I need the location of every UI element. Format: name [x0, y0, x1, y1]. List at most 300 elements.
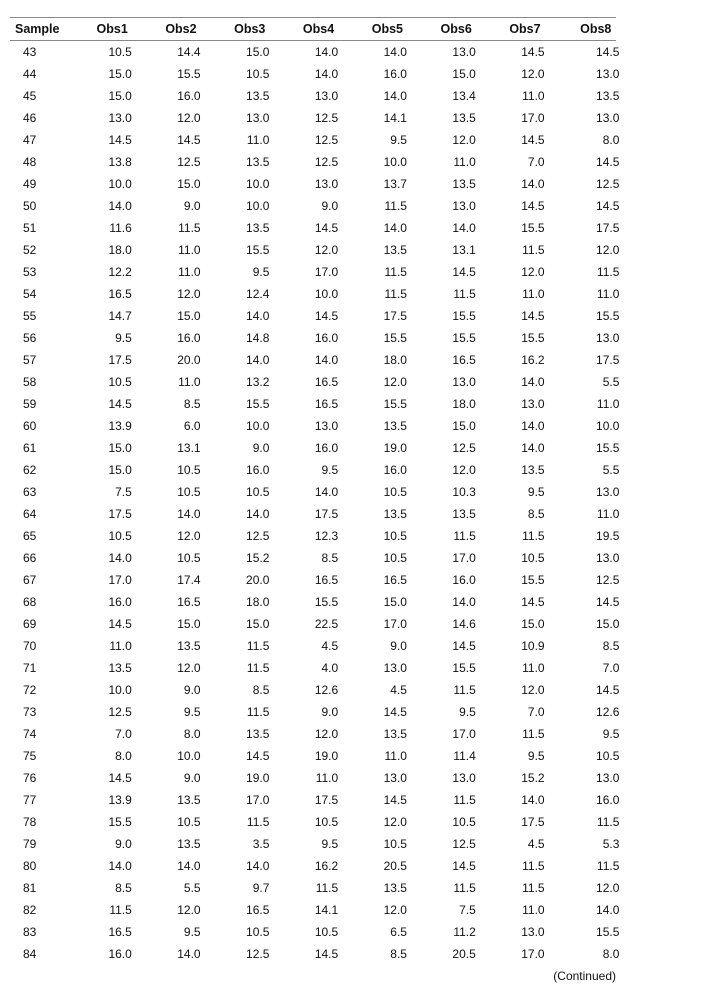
obs-cell: 12.0 [596, 243, 620, 257]
obs-cell: 14.6 [452, 617, 476, 631]
obs-cell: 12.5 [108, 705, 132, 719]
obs-cell: 14.5 [108, 133, 132, 147]
obs-cell: 15.2 [246, 551, 270, 565]
obs-cell: 16.0 [108, 947, 132, 961]
obs-cell: 13.0 [452, 199, 476, 213]
obs-cell: 8.5 [527, 507, 545, 521]
obs-cell: 12.0 [177, 661, 201, 675]
obs-cell: 17.0 [452, 727, 476, 741]
obs-cell: 11.0 [109, 639, 132, 653]
table-row [10, 349, 620, 371]
obs-cell: 11.5 [453, 793, 476, 807]
obs-cell: 11.5 [453, 683, 476, 697]
table-row [10, 811, 620, 833]
obs-cell: 12.0 [383, 903, 407, 917]
obs-cell: 12.5 [314, 133, 339, 147]
obs-cell: 8.0 [602, 133, 620, 147]
obs-cell: 10.0 [246, 199, 270, 213]
obs-cell: 9.0 [183, 771, 201, 785]
obs-cell: 13.0 [108, 111, 132, 125]
obs-cell: 11.0 [522, 903, 545, 917]
obs-cell: 11.5 [315, 881, 339, 895]
sample-cell: 66 [23, 551, 37, 565]
obs-cell: 13.8 [108, 155, 132, 169]
obs-cell: 16.5 [177, 595, 201, 609]
table-row [10, 899, 620, 921]
obs-cell: 17.5 [596, 353, 620, 367]
obs-cell: 13.5 [246, 155, 270, 169]
obs-cell: 10.5 [177, 485, 201, 499]
obs-cell: 16.0 [314, 441, 339, 455]
obs-cell: 13.5 [246, 727, 270, 741]
obs-cell: 13.5 [177, 639, 201, 653]
obs-cell: 8.5 [183, 397, 201, 411]
obs-cell: 11.5 [522, 529, 545, 543]
obs-cell: 14.0 [383, 89, 407, 103]
table-row [10, 525, 620, 547]
obs-cell: 15.5 [246, 397, 270, 411]
obs-cell: 12.0 [521, 67, 545, 81]
obs-cell: 5.5 [183, 881, 201, 895]
obs-cell: 10.3 [452, 485, 476, 499]
table-row [10, 261, 620, 283]
obs-cell: 10.0 [596, 419, 620, 433]
obs-cell: 16.5 [314, 375, 339, 389]
obs-cell: 15.5 [452, 661, 476, 675]
obs-cell: 14.8 [246, 331, 270, 345]
obs-cell: 10.5 [177, 463, 201, 477]
obs-cell: 14.5 [108, 397, 132, 411]
table-row [10, 701, 620, 723]
sample-cell: 44 [23, 67, 37, 81]
obs-cell: 14.5 [177, 133, 201, 147]
obs-cell: 8.5 [602, 639, 620, 653]
obs-cell: 13.5 [246, 89, 270, 103]
obs-cell: 13.0 [596, 331, 620, 345]
table-row [10, 569, 620, 591]
obs-cell: 11.0 [246, 133, 270, 147]
obs-cell: 11.0 [596, 397, 620, 411]
obs-cell: 12.2 [108, 265, 132, 279]
obs-cell: 12.0 [452, 133, 476, 147]
obs-cell: 13.0 [596, 551, 620, 565]
sample-cell: 48 [23, 155, 37, 169]
obs-cell: 14.1 [383, 111, 407, 125]
obs-cell: 15.5 [596, 925, 620, 939]
obs-cell: 15.0 [108, 89, 132, 103]
sample-cell: 59 [23, 397, 37, 411]
obs-cell: 11.5 [246, 705, 270, 719]
table-row [10, 767, 620, 789]
obs-cell: 11.0 [178, 265, 201, 279]
sample-cell: 83 [23, 925, 37, 939]
obs-cell: 4.0 [321, 661, 339, 675]
obs-cell: 11.5 [522, 859, 545, 873]
table-row [10, 63, 620, 85]
obs-cell: 13.1 [452, 243, 476, 257]
obs-cell: 15.0 [383, 595, 407, 609]
column-header-obs7: Obs7 [509, 22, 541, 36]
obs-cell: 17.0 [521, 111, 545, 125]
obs-cell: 9.5 [459, 705, 476, 719]
obs-cell: 14.5 [314, 947, 339, 961]
obs-cell: 7.0 [602, 661, 620, 675]
table-row [10, 877, 620, 899]
table-row [10, 371, 620, 393]
obs-cell: 14.0 [108, 859, 132, 873]
obs-cell: 13.5 [383, 727, 407, 741]
obs-cell: 9.5 [321, 463, 339, 477]
obs-cell: 13.5 [177, 793, 201, 807]
table-row [10, 723, 620, 745]
obs-cell: 10.5 [108, 375, 132, 389]
obs-cell: 13.5 [452, 507, 476, 521]
obs-cell: 12.6 [596, 705, 620, 719]
obs-cell: 14.0 [246, 353, 270, 367]
obs-cell: 10.5 [246, 925, 270, 939]
obs-cell: 13.5 [246, 221, 270, 235]
obs-cell: 11.2 [453, 925, 476, 939]
obs-cell: 13.5 [108, 661, 132, 675]
obs-cell: 13.0 [314, 419, 339, 433]
table-row [10, 745, 620, 767]
obs-cell: 15.5 [521, 573, 545, 587]
obs-cell: 9.5 [390, 133, 407, 147]
table-row [10, 239, 620, 261]
obs-cell: 15.5 [246, 243, 270, 257]
column-header-obs8: Obs8 [580, 22, 612, 36]
obs-cell: 20.5 [383, 859, 407, 873]
sample-cell: 62 [23, 463, 37, 477]
obs-cell: 14.0 [314, 353, 339, 367]
obs-cell: 13.0 [383, 661, 407, 675]
obs-cell: 17.0 [521, 947, 545, 961]
sample-cell: 61 [23, 441, 37, 455]
sample-cell: 60 [23, 419, 37, 433]
obs-cell: 16.5 [246, 903, 270, 917]
obs-cell: 19.0 [314, 749, 339, 763]
table-row [10, 481, 620, 503]
obs-cell: 12.5 [596, 177, 620, 191]
obs-cell: 11.0 [178, 375, 201, 389]
table-row [10, 657, 620, 679]
sample-cell: 53 [23, 265, 37, 279]
obs-cell: 14.0 [521, 441, 545, 455]
sample-cell: 55 [23, 309, 37, 323]
obs-cell: 10.5 [383, 485, 407, 499]
obs-cell: 14.5 [596, 595, 620, 609]
table-row [10, 437, 620, 459]
obs-cell: 11.0 [384, 749, 407, 763]
obs-cell: 13.9 [108, 419, 132, 433]
obs-cell: 5.5 [602, 375, 620, 389]
obs-cell: 8.0 [115, 749, 132, 763]
obs-cell: 4.5 [321, 639, 339, 653]
obs-cell: 11.0 [522, 661, 545, 675]
obs-cell: 15.0 [108, 441, 132, 455]
obs-cell: 13.0 [596, 771, 620, 785]
obs-cell: 12.0 [452, 463, 476, 477]
obs-cell: 13.5 [521, 463, 545, 477]
obs-cell: 16.2 [314, 859, 339, 873]
obs-cell: 15.5 [596, 441, 620, 455]
obs-cell: 17.5 [108, 353, 132, 367]
obs-cell: 17.0 [314, 265, 339, 279]
obs-cell: 5.5 [602, 463, 620, 477]
obs-cell: 11.0 [178, 243, 201, 257]
obs-cell: 14.0 [452, 221, 476, 235]
continued-note: (Continued) [553, 969, 616, 983]
obs-cell: 11.5 [596, 815, 620, 829]
obs-cell: 14.5 [314, 221, 339, 235]
obs-cell: 10.5 [177, 815, 201, 829]
obs-cell: 13.7 [383, 177, 407, 191]
obs-cell: 15.0 [246, 45, 270, 59]
sample-cell: 76 [23, 771, 37, 785]
obs-cell: 11.5 [453, 881, 476, 895]
obs-cell: 12.0 [521, 683, 545, 697]
obs-cell: 16.5 [452, 353, 476, 367]
obs-cell: 15.5 [521, 331, 545, 345]
obs-cell: 12.0 [383, 815, 407, 829]
obs-cell: 14.5 [452, 639, 476, 653]
obs-cell: 14.5 [383, 793, 407, 807]
obs-cell: 13.5 [383, 507, 407, 521]
obs-cell: 13.0 [452, 375, 476, 389]
table-row [10, 151, 620, 173]
table-body [10, 41, 620, 965]
obs-cell: 17.5 [314, 793, 339, 807]
obs-cell: 10.5 [246, 485, 270, 499]
obs-cell: 12.5 [246, 947, 270, 961]
obs-cell: 17.0 [383, 617, 407, 631]
obs-cell: 22.5 [314, 617, 339, 631]
obs-cell: 13.5 [596, 89, 620, 103]
obs-cell: 14.0 [314, 67, 339, 81]
obs-cell: 5.3 [602, 837, 620, 851]
obs-cell: 9.5 [183, 925, 201, 939]
obs-cell: 13.5 [452, 177, 476, 191]
obs-cell: 9.0 [115, 837, 132, 851]
obs-cell: 15.5 [596, 309, 620, 323]
obs-cell: 10.0 [246, 177, 270, 191]
obs-cell: 16.0 [177, 331, 201, 345]
obs-cell: 15.0 [108, 67, 132, 81]
obs-cell: 11.5 [109, 903, 132, 917]
sample-cell: 72 [23, 683, 37, 697]
obs-cell: 16.0 [452, 573, 476, 587]
obs-cell: 13.2 [246, 375, 270, 389]
sample-cell: 84 [23, 947, 37, 961]
obs-cell: 14.5 [108, 617, 132, 631]
obs-cell: 10.9 [521, 639, 545, 653]
obs-cell: 15.5 [452, 309, 476, 323]
column-header-sample: Sample [15, 22, 60, 36]
obs-cell: 12.3 [314, 529, 339, 543]
obs-cell: 10.0 [177, 749, 201, 763]
table-row [10, 547, 620, 569]
obs-cell: 13.5 [383, 243, 407, 257]
obs-cell: 16.0 [383, 67, 407, 81]
obs-cell: 12.0 [521, 265, 545, 279]
sample-cell: 77 [23, 793, 37, 807]
obs-cell: 10.5 [108, 529, 132, 543]
table-row [10, 217, 620, 239]
obs-cell: 8.0 [602, 947, 620, 961]
obs-cell: 17.5 [596, 221, 620, 235]
obs-cell: 13.0 [383, 771, 407, 785]
obs-cell: 16.5 [108, 287, 132, 301]
obs-cell: 11.5 [453, 287, 476, 301]
obs-cell: 12.0 [314, 727, 339, 741]
obs-cell: 15.2 [521, 771, 545, 785]
sample-cell: 79 [23, 837, 37, 851]
obs-cell: 10.5 [246, 67, 270, 81]
obs-cell: 10.5 [521, 551, 545, 565]
obs-cell: 16.0 [108, 595, 132, 609]
table-row [10, 635, 620, 657]
obs-cell: 16.5 [383, 573, 407, 587]
table-row [10, 459, 620, 481]
obs-cell: 11.0 [522, 89, 545, 103]
obs-cell: 13.0 [596, 67, 620, 81]
table-row [10, 789, 620, 811]
obs-cell: 10.0 [108, 683, 132, 697]
obs-cell: 16.5 [108, 925, 132, 939]
obs-cell: 12.5 [314, 155, 339, 169]
sample-cell: 43 [23, 45, 37, 59]
obs-cell: 20.0 [177, 353, 201, 367]
obs-cell: 14.0 [521, 375, 545, 389]
obs-cell: 14.5 [452, 859, 476, 873]
obs-cell: 13.0 [452, 771, 476, 785]
obs-cell: 6.5 [390, 925, 407, 939]
obs-cell: 14.0 [177, 859, 201, 873]
obs-cell: 12.5 [452, 837, 476, 851]
obs-cell: 17.5 [521, 815, 545, 829]
obs-cell: 15.5 [314, 595, 339, 609]
table-row [10, 393, 620, 415]
obs-cell: 15.0 [177, 309, 201, 323]
sample-cell: 58 [23, 375, 37, 389]
obs-cell: 15.5 [383, 331, 407, 345]
obs-cell: 16.5 [314, 397, 339, 411]
obs-cell: 11.5 [453, 529, 476, 543]
obs-cell: 9.0 [183, 199, 201, 213]
obs-cell: 13.1 [177, 441, 201, 455]
obs-cell: 15.5 [521, 221, 545, 235]
obs-cell: 17.5 [383, 309, 407, 323]
table-row [10, 943, 620, 965]
obs-cell: 14.5 [521, 595, 545, 609]
table-row [10, 173, 620, 195]
obs-cell: 8.5 [390, 947, 407, 961]
column-header-obs6: Obs6 [440, 22, 472, 36]
column-header-obs3: Obs3 [234, 22, 266, 36]
obs-cell: 17.0 [246, 793, 270, 807]
obs-cell: 20.0 [246, 573, 270, 587]
obs-cell: 15.5 [177, 67, 201, 81]
obs-cell: 10.5 [314, 925, 339, 939]
obs-cell: 14.0 [452, 595, 476, 609]
obs-cell: 14.1 [314, 903, 339, 917]
obs-cell: 19.0 [246, 771, 270, 785]
obs-cell: 7.0 [527, 155, 545, 169]
obs-cell: 15.0 [596, 617, 620, 631]
sample-cell: 54 [23, 287, 37, 301]
obs-cell: 14.5 [596, 155, 620, 169]
column-header-obs1: Obs1 [96, 22, 128, 36]
sample-cell: 73 [23, 705, 37, 719]
obs-cell: 7.0 [527, 705, 545, 719]
sample-cell: 46 [23, 111, 37, 125]
obs-cell: 10.5 [383, 529, 407, 543]
obs-cell: 8.5 [252, 683, 270, 697]
obs-cell: 8.5 [115, 881, 132, 895]
obs-cell: 12.0 [596, 881, 620, 895]
obs-cell: 10.0 [383, 155, 407, 169]
obs-cell: 8.5 [321, 551, 339, 565]
obs-cell: 13.5 [383, 881, 407, 895]
obs-cell: 14.5 [521, 133, 545, 147]
obs-cell: 11.5 [384, 265, 407, 279]
obs-cell: 14.0 [246, 309, 270, 323]
sample-cell: 81 [23, 881, 37, 895]
obs-cell: 11.0 [596, 507, 620, 521]
table-row [10, 613, 620, 635]
table-row [10, 855, 620, 877]
obs-cell: 18.0 [108, 243, 132, 257]
sample-cell: 75 [23, 749, 37, 763]
obs-cell: 13.0 [521, 925, 545, 939]
obs-cell: 15.0 [452, 67, 476, 81]
obs-cell: 4.5 [390, 683, 407, 697]
obs-cell: 17.0 [452, 551, 476, 565]
sample-cell: 67 [23, 573, 37, 587]
obs-cell: 14.0 [246, 507, 270, 521]
obs-cell: 12.4 [246, 287, 270, 301]
obs-cell: 18.0 [383, 353, 407, 367]
sample-cell: 78 [23, 815, 37, 829]
obs-cell: 14.0 [177, 507, 201, 521]
obs-cell: 7.0 [115, 727, 132, 741]
obs-cell: 9.5 [602, 727, 620, 741]
obs-cell: 10.5 [314, 815, 339, 829]
sample-cell: 49 [23, 177, 37, 191]
table-row [10, 305, 620, 327]
obs-cell: 14.0 [314, 485, 339, 499]
obs-cell: 12.0 [177, 287, 201, 301]
obs-cell: 13.0 [596, 485, 620, 499]
obs-cell: 9.0 [390, 639, 407, 653]
obs-cell: 9.5 [115, 331, 132, 345]
sample-cell: 47 [23, 133, 37, 147]
table-row [10, 195, 620, 217]
obs-cell: 10.5 [596, 749, 620, 763]
table-row [10, 503, 620, 525]
obs-cell: 14.5 [521, 309, 545, 323]
obs-cell: 14.0 [108, 199, 132, 213]
obs-cell: 12.0 [177, 529, 201, 543]
obs-cell: 15.0 [452, 419, 476, 433]
sample-cell: 71 [23, 661, 37, 675]
data-table [10, 17, 620, 965]
column-header-obs4: Obs4 [302, 22, 335, 36]
sample-cell: 64 [23, 507, 37, 521]
obs-cell: 11.5 [384, 199, 407, 213]
obs-cell: 14.0 [383, 45, 407, 59]
obs-cell: 16.0 [177, 89, 201, 103]
